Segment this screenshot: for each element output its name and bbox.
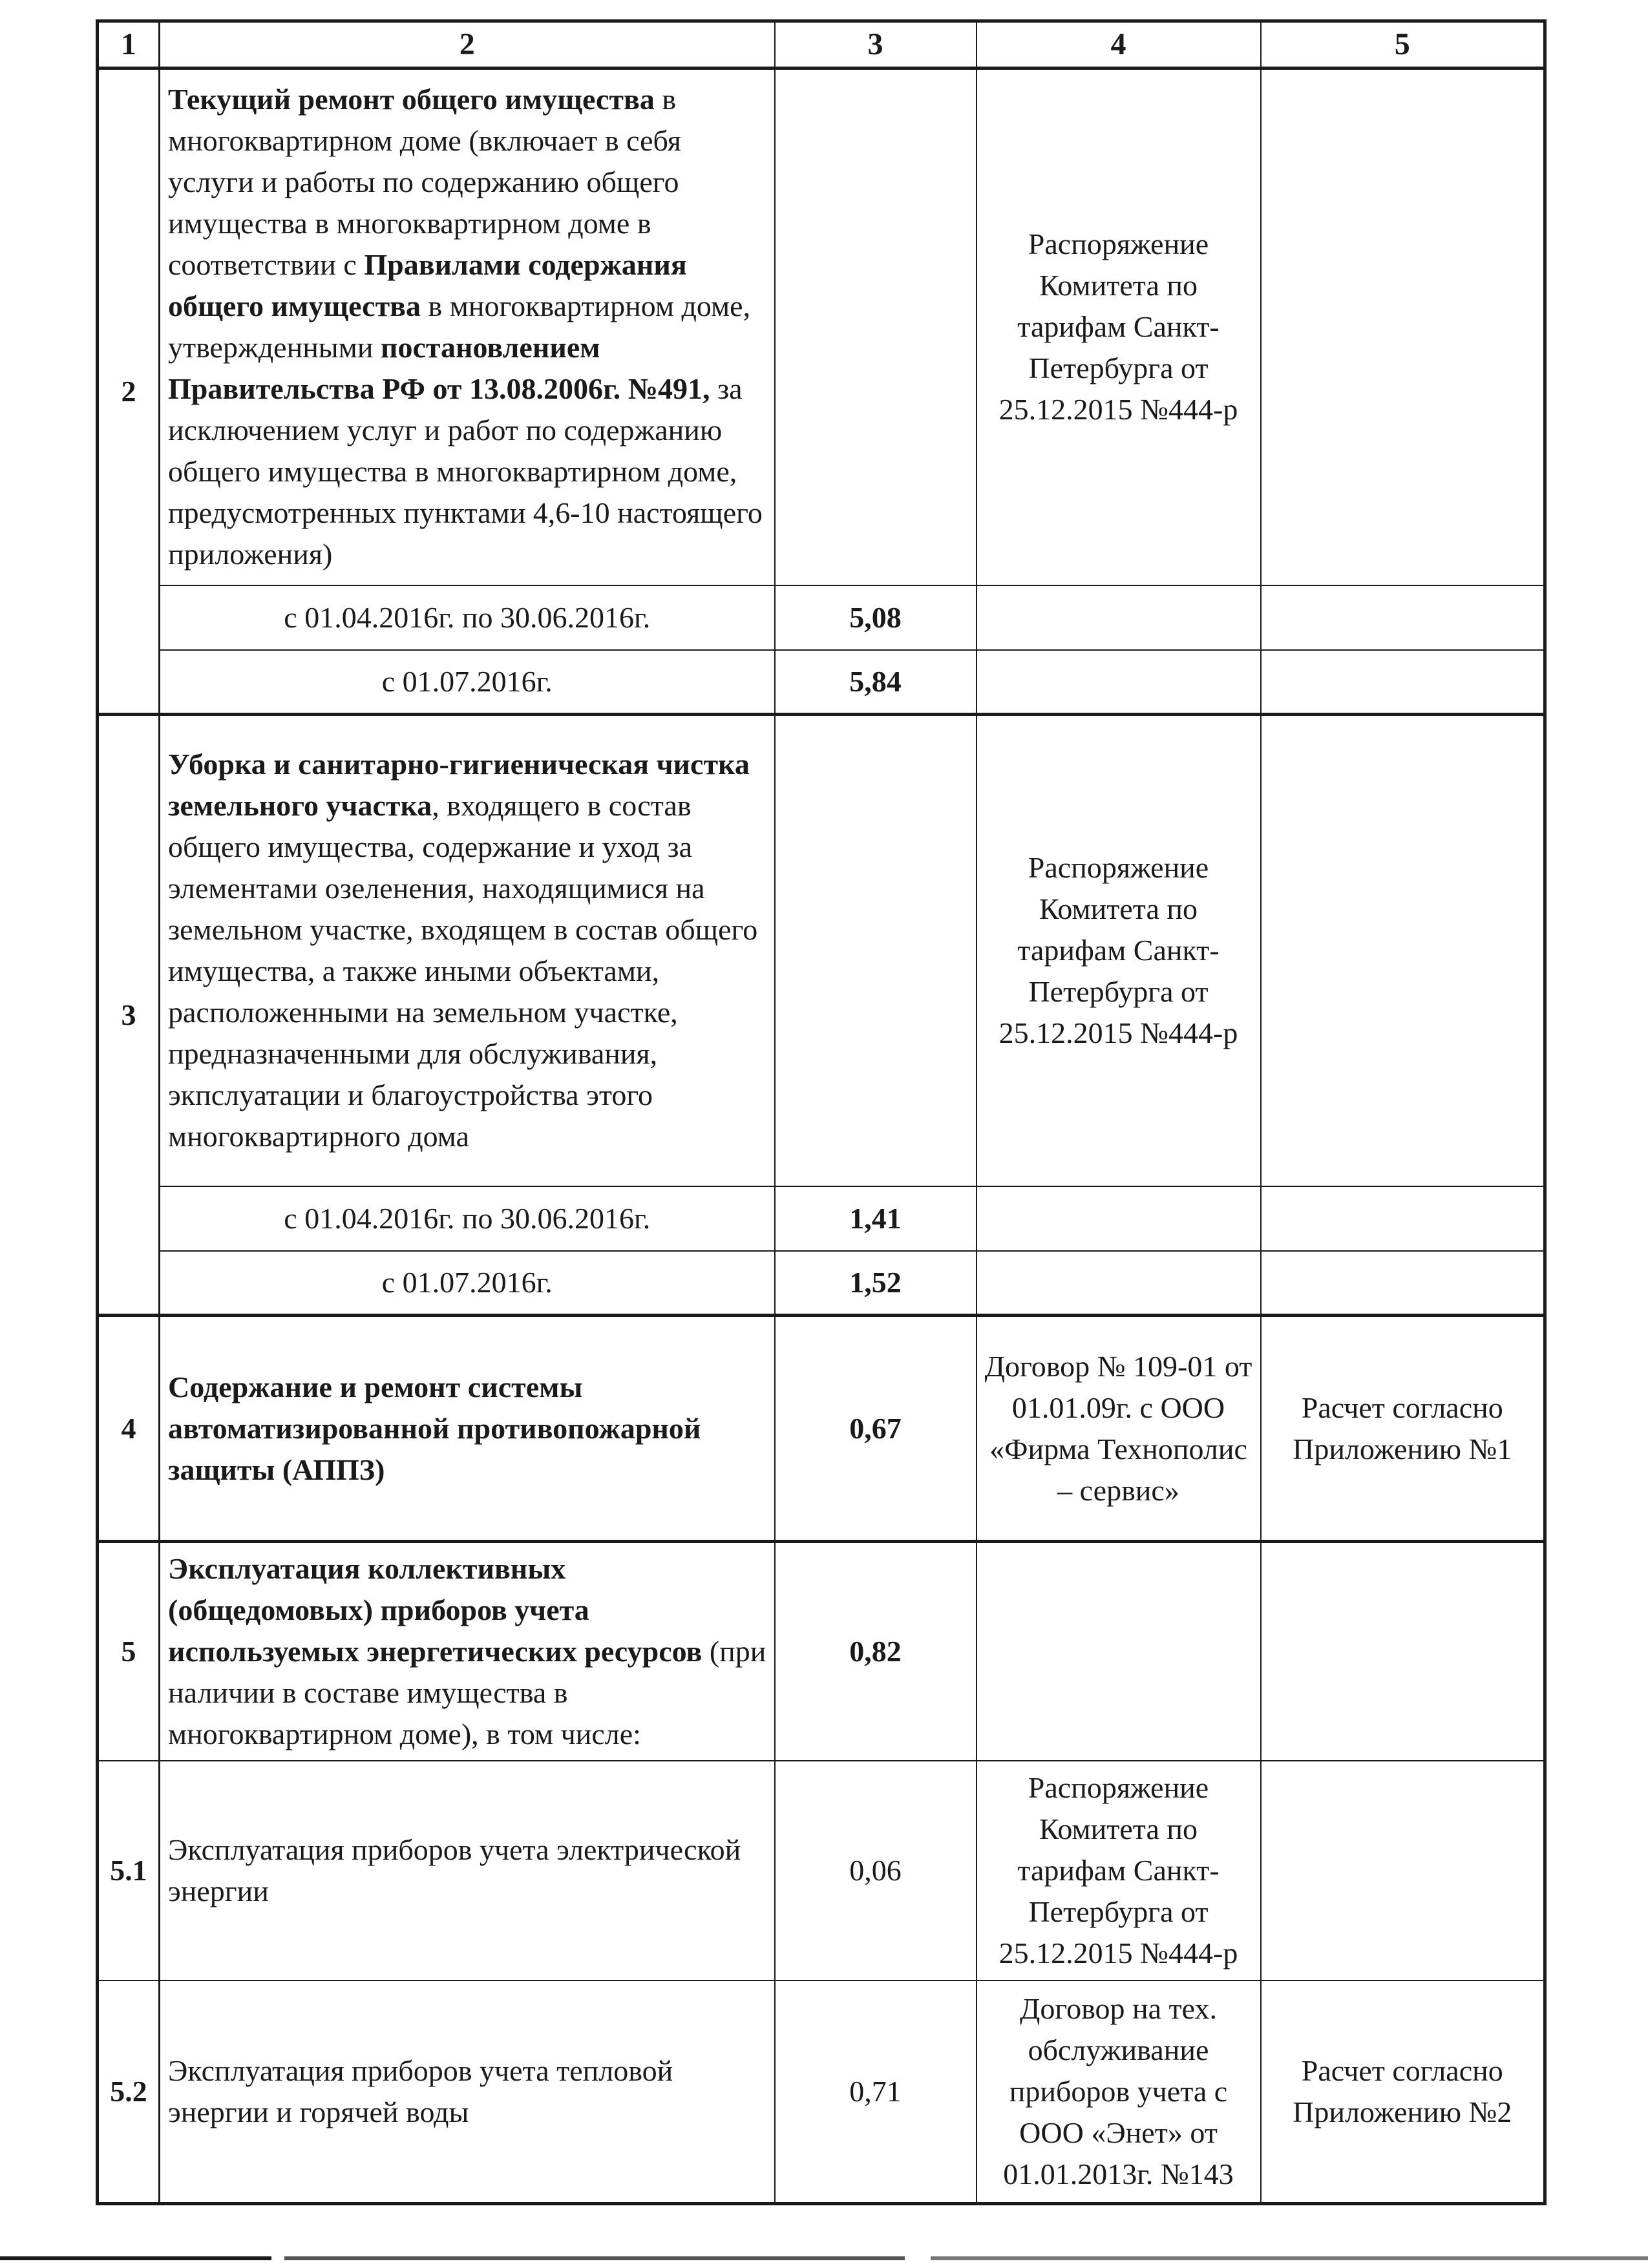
period-label: с 01.04.2016г. по 30.06.2016г. [160, 585, 775, 650]
empty-cell [977, 1542, 1261, 1761]
description-text-run: Эксплуатация коллективных (общедомовых) приборов учета используемых энергетических ресурсов [168, 1552, 703, 1668]
table-row-2-period-1 [98, 585, 1545, 650]
basis-document: Договор на тех. обслуживание приборов учета с ООО «Энет» от 01.01.2013г. №143 [977, 1980, 1261, 2203]
tariff-value: 0,71 [775, 1980, 977, 2203]
empty-cell [977, 1251, 1261, 1316]
empty-cell [977, 585, 1261, 650]
tariff-value: 0,82 [775, 1542, 977, 1761]
table-row-2 [98, 68, 1545, 585]
tariff-value: 5,84 [775, 650, 977, 715]
tariff-value-empty [775, 715, 977, 1186]
table-row-3 [98, 715, 1545, 1186]
period-label: с 01.07.2016г. [160, 1251, 775, 1316]
table-row-2-period-2 [98, 650, 1545, 715]
description-text-run: Содержание и ремонт системы автоматизированной противопожарной защиты (АППЗ) [168, 1370, 701, 1486]
header-cell-3: 3 [775, 21, 977, 68]
empty-cell [1261, 650, 1545, 715]
row-number: 3 [98, 715, 160, 1316]
empty-cell [977, 1186, 1261, 1251]
tariff-table [96, 19, 1547, 2205]
period-label: с 01.07.2016г. [160, 650, 775, 715]
description-text-run: (при наличии в составе имущества в многоквартирном доме), в том числе: [168, 1635, 766, 1750]
row-number: 5.1 [98, 1761, 160, 1980]
row-number: 4 [98, 1316, 160, 1542]
table-row-5-1 [98, 1761, 1545, 1980]
calculation-note-empty [1261, 715, 1545, 1186]
description-text-run: за исключением услуг и работ по содержанию общего имущества в многоквартирном доме, предусмотренных пунктами 4,6-10 настоящего приложения) [168, 372, 763, 571]
empty-cell [1261, 1542, 1545, 1761]
basis-document: Распоряжение Комитета по тарифам Санкт-Петербурга от 25.12.2015 №444-р [977, 1761, 1261, 1980]
service-description [160, 1316, 775, 1542]
header-cell-4: 4 [977, 21, 1261, 68]
tariff-value: 1,41 [775, 1186, 977, 1251]
tariff-value: 0,06 [775, 1761, 977, 1980]
calculation-note: Расчет согласно Приложению №2 [1261, 1980, 1545, 2203]
empty-cell [977, 650, 1261, 715]
basis-document: Распоряжение Комитета по тарифам Санкт-Петербурга от 25.12.2015 №444-р [977, 68, 1261, 585]
header-cell-1: 1 [98, 21, 160, 68]
service-description [160, 1542, 775, 1761]
header-row [98, 21, 1545, 68]
description-text-run: Правилами содержания общего имущества [168, 248, 687, 323]
tariff-value: 5,08 [775, 585, 977, 650]
empty-cell [1261, 585, 1545, 650]
period-label: с 01.04.2016г. по 30.06.2016г. [160, 1186, 775, 1251]
header-cell-5: 5 [1261, 21, 1545, 68]
description-text-run: Эксплуатация приборов учета электрической энергии [168, 1833, 741, 1907]
table-row-3-period-1 [98, 1186, 1545, 1251]
table-row-5-2 [98, 1980, 1545, 2203]
header-cell-2: 2 [160, 21, 775, 68]
empty-cell [1261, 1761, 1545, 1980]
row-number: 5.2 [98, 1980, 160, 2203]
service-description [160, 1761, 775, 1980]
tariff-value-empty [775, 68, 977, 585]
service-description [160, 68, 775, 585]
description-text-run: , входящего в состав общего имущества, содержание и уход за элементами озеленения, находящимися на земельном участке, входящем в состав общего имущества, а также иными объектами, расположенными на земельном участке, предназначенными для обслуживания, экпслуатации и благоустройства этого многоквартирного дома [168, 789, 758, 1153]
calculation-note-empty [1261, 68, 1545, 585]
basis-document: Договор № 109-01 от 01.01.09г. с ООО «Фирма Технополис – сервис» [977, 1316, 1261, 1542]
table-row-4 [98, 1316, 1545, 1542]
service-description [160, 715, 775, 1186]
description-text-run: Эксплуатация приборов учета тепловой энергии и горячей воды [168, 2053, 673, 2128]
service-description [160, 1980, 775, 2203]
tariff-value: 1,52 [775, 1251, 977, 1316]
basis-document: Распоряжение Комитета по тарифам Санкт-Петербурга от 25.12.2015 №444-р [977, 715, 1261, 1186]
row-number: 2 [98, 68, 160, 715]
description-text-run: в многоквартирном доме, утвержденными [168, 289, 751, 364]
empty-cell [1261, 1186, 1545, 1251]
table-row-3-period-2 [98, 1251, 1545, 1316]
empty-cell [1261, 1251, 1545, 1316]
description-text-run: Уборка и санитарно-гигиеническая чистка земельного участка [168, 748, 750, 823]
calculation-note: Расчет согласно Приложению №1 [1261, 1316, 1545, 1542]
scan-bottom-rule [0, 2256, 1648, 2260]
description-text-run: постановлением Правительства РФ от 13.08.2006г. №491, [168, 331, 710, 406]
description-text-run: в многоквартирном доме (включает в себя услуги и работы по содержанию общего имущества в многоквартирном доме в соответствии с [168, 83, 681, 282]
tariff-value: 0,67 [775, 1316, 977, 1542]
row-number: 5 [98, 1542, 160, 1761]
table-row-5 [98, 1542, 1545, 1761]
description-text-run: Текущий ремонт общего имущества [168, 83, 655, 116]
